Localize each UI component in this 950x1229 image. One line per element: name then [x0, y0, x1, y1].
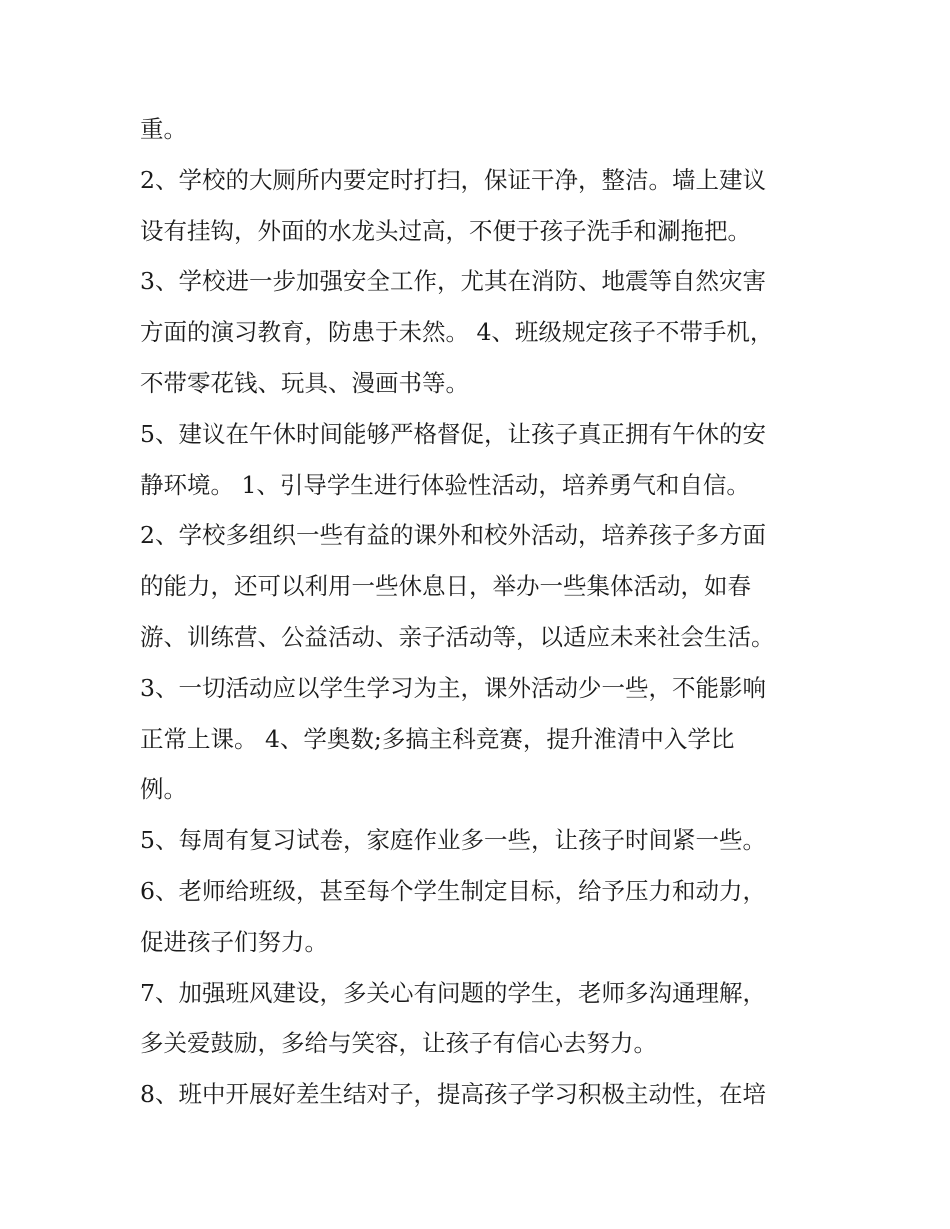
text-line: 2、学校的大厕所内要定时打扫，保证干净，整洁。墙上建议 — [140, 165, 766, 194]
text-line: 多关爱鼓励，多给与笑容，让孩子有信心去努力。 — [140, 1029, 657, 1058]
text-line: 不带零花钱、玩具、漫画书等。 — [140, 368, 469, 397]
text-line: 游、训练营、公益活动、亲子活动等，以适应未来社会生活。 — [140, 622, 775, 651]
text-line: 5、建议在午休时间能够严格督促，让孩子真正拥有午休的安 — [140, 419, 766, 448]
text-line: 设有挂钩，外面的水龙头过高，不便于孩子洗手和涮拖把。 — [140, 216, 751, 245]
text-line: 方面的演习教育，防患于未然。 4、班级规定孩子不带手机， — [140, 318, 774, 347]
text-line: 3、学校进一步加强安全工作，尤其在消防、地震等自然灾害 — [140, 267, 766, 296]
text-line: 静环境。 1、引导学生进行体验性活动，培养勇气和自信。 — [140, 470, 750, 499]
text-line: 3、一切活动应以学生学习为主，课外活动少一些，不能影响 — [140, 673, 766, 702]
text-line: 6、老师给班级，甚至每个学生制定目标，给予压力和动力， — [140, 876, 766, 905]
text-line: 的能力，还可以利用一些休息日，举办一些集体活动，如春 — [140, 572, 751, 601]
text-line: 8、班中开展好差生结对子，提高孩子学习积极主动性，在培 — [140, 1080, 766, 1109]
text-line: 7、加强班风建设，多关心有问题的学生，老师多沟通理解， — [140, 978, 766, 1007]
text-line: 正常上课。 4、学奥数;多搞主科竞赛，提升淮清中入学比 — [140, 724, 735, 753]
text-line: 5、每周有复习试卷，家庭作业多一些，让孩子时间紧一些。 — [140, 826, 766, 855]
document-body — [140, 104, 805, 1120]
text-line: 2、学校多组织一些有益的课外和校外活动，培养孩子多方面 — [140, 521, 766, 550]
text-line: 例。 — [140, 775, 187, 804]
text-line: 促进孩子们努力。 — [140, 927, 328, 956]
text-line: 重。 — [140, 115, 187, 143]
